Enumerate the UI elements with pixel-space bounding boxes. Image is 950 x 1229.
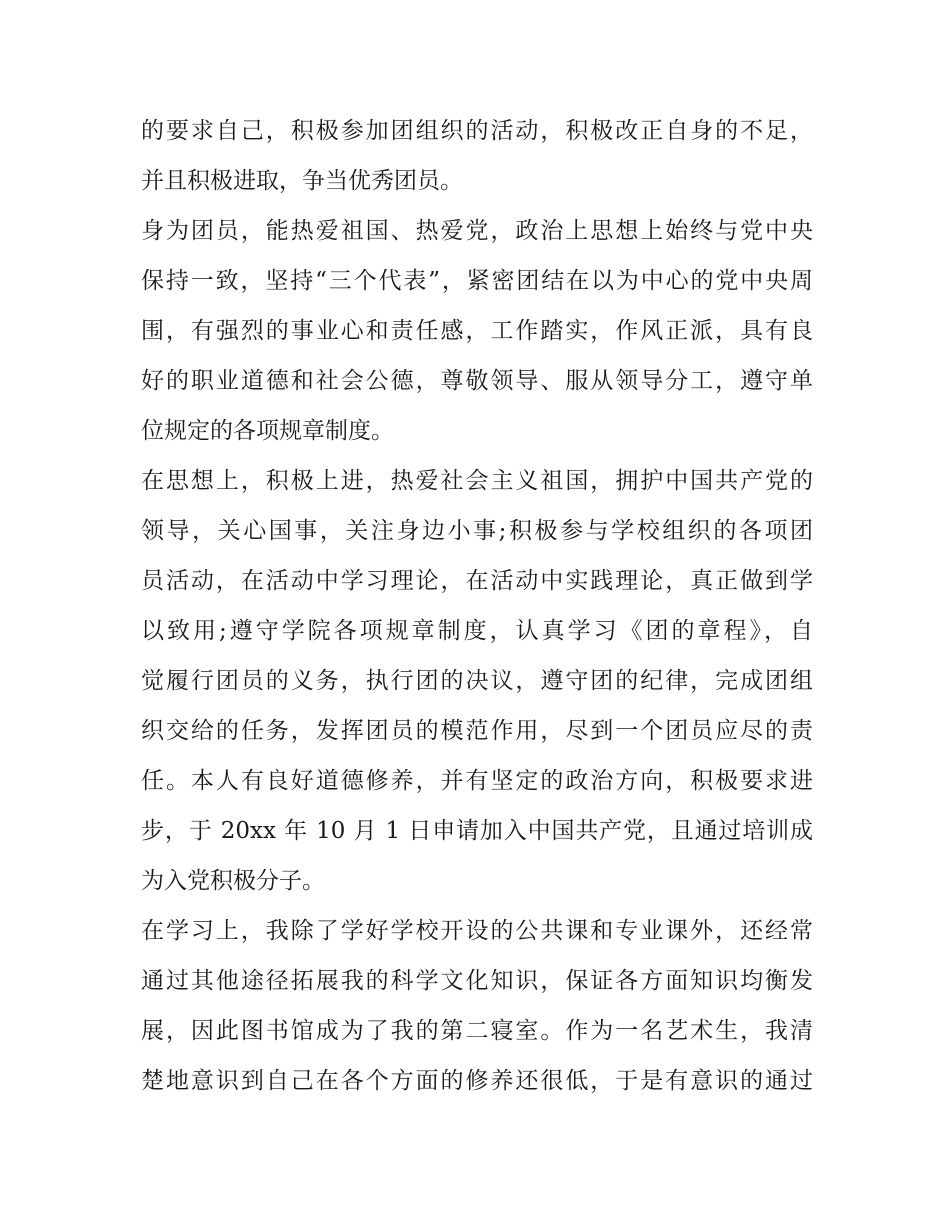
text-line: 在思想上，积极上进，热爱社会主义祖国，拥护中国共产党的 (141, 468, 813, 494)
text-line: 好的职业道德和社会公德，尊敬领导、服从领导分工，遵守单 (141, 368, 813, 394)
text-line: 领导，关心国事，关注身边小事;积极参与学校组织的各项团 (141, 518, 813, 544)
text-line: 步，于 20xx 年 10 月 1 日申请加入中国共产党，且通过培训成 (141, 818, 813, 844)
text-line: 保持一致，坚持“三个代表”，紧密团结在以为中心的党中央周 (141, 268, 813, 294)
text-line: 以致用;遵守学院各项规章制度，认真学习《团的章程》，自 (141, 618, 813, 644)
text-line: 展，因此图书馆成为了我的第二寝室。作为一名艺术生，我清 (141, 1018, 813, 1044)
text-line: 任。本人有良好道德修养，并有坚定的政治方向，积极要求进 (141, 768, 813, 794)
text-line: 在学习上，我除了学好学校开设的公共课和专业课外，还经常 (141, 918, 813, 944)
text-line: 围，有强烈的事业心和责任感，工作踏实，作风正派，具有良 (141, 318, 813, 344)
text-line: 并且积极进取，争当优秀团员。 (141, 168, 463, 194)
text-line: 织交给的任务，发挥团员的模范作用，尽到一个团员应尽的责 (141, 718, 813, 744)
text-line: 身为团员，能热爱祖国、热爱党，政治上思想上始终与党中央 (141, 218, 813, 244)
text-line: 员活动，在活动中学习理论，在活动中实践理论，真正做到学 (141, 568, 813, 594)
text-line: 通过其他途径拓展我的科学文化知识，保证各方面知识均衡发 (141, 968, 813, 994)
text-line: 楚地意识到自己在各个方面的修养还很低，于是有意识的通过 (141, 1068, 813, 1094)
document-body (141, 106, 813, 1106)
text-line: 为入党积极分子。 (141, 868, 325, 894)
text-line: 的要求自己，积极参加团组织的活动，积极改正自身的不足， (141, 118, 813, 144)
text-line: 觉履行团员的义务，执行团的决议，遵守团的纪律，完成团组 (141, 668, 813, 694)
text-line: 位规定的各项规章制度。 (141, 418, 394, 444)
